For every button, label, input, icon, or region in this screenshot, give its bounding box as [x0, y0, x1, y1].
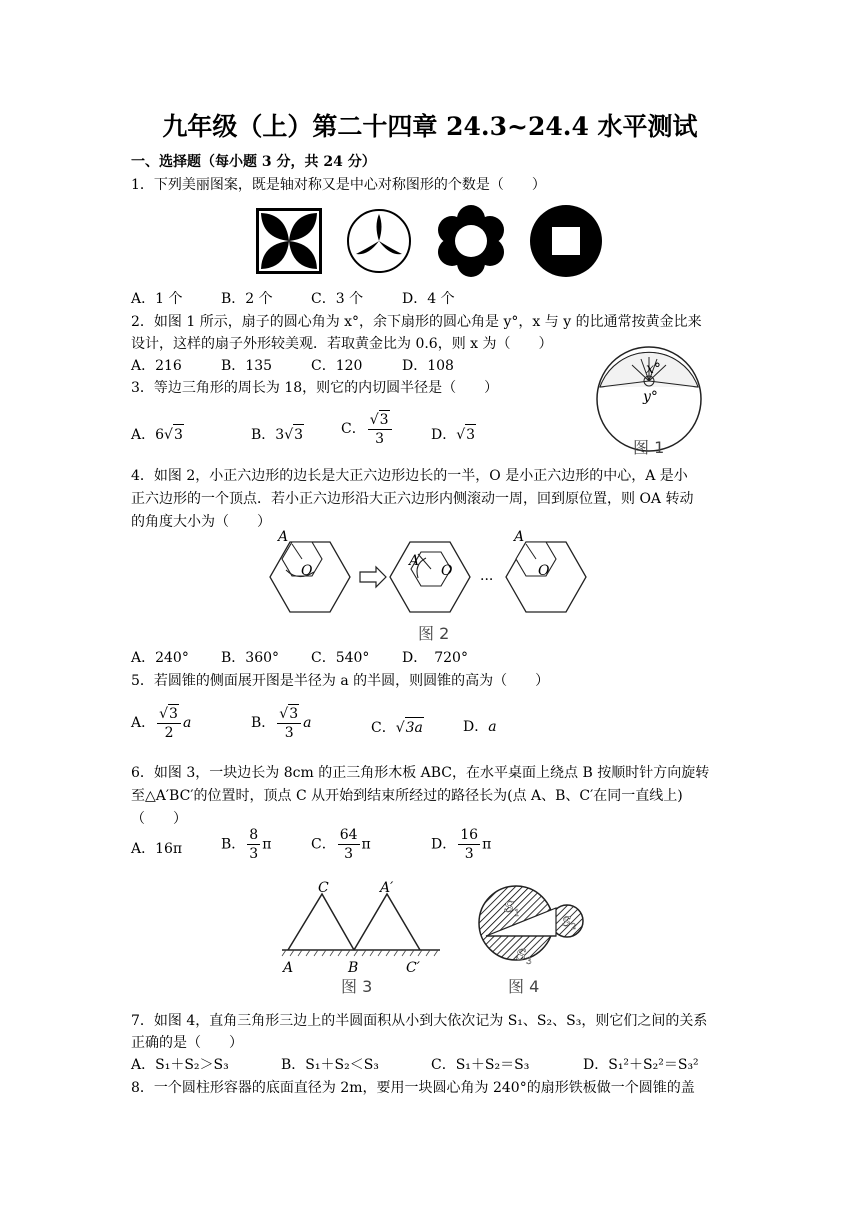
- q6-line-1: 6．如图 3，一块边长为 8cm 的正三角形木板 ABC，在水平桌面上绕点 B 按顺时针方向旋转: [131, 765, 710, 781]
- q6-option-d: [431, 826, 491, 863]
- q5-option-c: C．√3a: [371, 717, 424, 738]
- section-heading: 一、选择题（每小题 3 分，共 24 分）: [131, 154, 376, 170]
- fig3-point-c: C: [318, 880, 329, 896]
- figure-4-label: 图 4: [508, 977, 540, 996]
- q6-line-3: （ ）: [131, 811, 187, 827]
- fig3-point-b: B: [348, 960, 359, 976]
- q6-b-label: B．: [221, 836, 246, 853]
- q8-line-1: 8．一个圆柱形容器的底面直径为 2m，要用一块圆心角为 240°的扇形铁板做一个圆锥的盖: [131, 1080, 695, 1096]
- fig3-point-a-prime: A′: [380, 880, 394, 896]
- q3-d-label: D．: [431, 427, 457, 443]
- q7-option-a: A．S₁＋S₂＞S₃: [131, 1057, 229, 1073]
- q2-option-c: C．120: [311, 358, 363, 374]
- q5-a-label: A．: [131, 715, 156, 731]
- fig2-ellipsis: ···: [480, 572, 494, 588]
- q5-d-variable: a: [488, 719, 497, 735]
- figure-2-hexagons: [268, 529, 596, 622]
- figure-2-label: 图 2: [418, 624, 450, 643]
- q7-option-d: D．S₁²＋S₂²＝S₃²: [583, 1057, 699, 1073]
- fig2-point-o-1: O: [301, 563, 313, 579]
- q3-option-c: C． $\frac{√3}{3}$: [341, 410, 394, 448]
- fig3-point-a: A: [283, 960, 294, 976]
- q7-line-1: 7．如图 4，直角三角形三边上的半圆面积从小到大依次记为 S₁、S₂、S₃，则它们之间的关系: [131, 1013, 708, 1029]
- q5-option-d: [463, 717, 497, 737]
- q4-line-1: 4．如图 2，小正六边形的边长是大正六边形边长的一半，O 是小正六边形的中心，A 是小: [131, 468, 688, 484]
- q5-c-radicand: 3a: [405, 717, 424, 738]
- q1-option-a: A．1 个: [131, 291, 183, 307]
- q6-b-denominator: 3: [249, 846, 259, 862]
- fig3-point-c-prime: C′: [406, 960, 420, 976]
- q3-b-coef: 3: [275, 427, 285, 443]
- figure-3-triangles: [280, 878, 445, 978]
- q3-option-a: A．6√3: [131, 424, 184, 445]
- fig2-point-a-1: A: [278, 529, 289, 545]
- q6-c-label: C．: [311, 836, 336, 853]
- q5-a-denominator: 2: [164, 725, 174, 741]
- q5-option-a: A． $\frac{√3}{2}$ a: [131, 706, 192, 741]
- q3-c-label: C．: [341, 421, 366, 437]
- q2-option-a: A．216: [131, 358, 182, 374]
- q6-d-numerator: 16: [460, 827, 479, 843]
- q2-line-2: 设计，这样的扇子外形较美观．若取黄金比为 0.6，则 x 为（ ）: [131, 336, 553, 352]
- q6-d-pi: π: [482, 836, 492, 853]
- q5-a-numerator: 3: [169, 706, 178, 722]
- q2-option-b: B．135: [221, 358, 273, 374]
- q1-pattern-4: [529, 204, 603, 278]
- q2-line-1: 2．如图 1 所示，扇子的圆心角为 x°，余下扇形的圆心角是 y°，x 与 y 的比通常按黄金比来: [131, 314, 702, 330]
- q3-b-radicand: 3: [293, 424, 304, 445]
- q7-option-c: C．S₁＋S₂＝S₃: [431, 1057, 530, 1073]
- q3-option-d: D．√3: [431, 424, 476, 445]
- q7-option-b: B．S₁＋S₂＜S₃: [281, 1057, 379, 1073]
- figure-4-semicircles: [476, 876, 586, 980]
- q6-option-b: [221, 826, 271, 863]
- q5-b-numerator: 3: [289, 706, 299, 722]
- figure-1-label: 图 1: [633, 438, 665, 457]
- q2-option-d: D．108: [402, 358, 454, 374]
- q3-option-b: B．3√3: [251, 424, 304, 445]
- q3-stem: 3．等边三角形的周长为 18，则它的内切圆半径是（ ）: [131, 380, 499, 396]
- q5-c-label: C．: [371, 720, 396, 736]
- fig4-s1-letter: S: [504, 898, 515, 916]
- q6-b-pi: π: [262, 836, 272, 853]
- q5-b-variable: a: [303, 715, 312, 731]
- q5-b-denominator: 3: [284, 725, 294, 741]
- q1-option-c: C．3 个: [311, 291, 364, 307]
- q1-pattern-3: [435, 205, 507, 277]
- q4-line-3: 的角度大小为（ ）: [131, 514, 271, 530]
- q4-option-a: A．240°: [131, 650, 189, 666]
- q3-c-denominator: 3: [375, 431, 385, 447]
- fig2-point-o-3: O: [538, 563, 550, 579]
- q6-option-a: A．16π: [131, 841, 183, 857]
- q5-stem: 5．若圆锥的侧面展开图是半径为 a 的半圆，则圆锥的高为（ ）: [131, 673, 550, 689]
- figure-3-label: 图 3: [341, 977, 373, 996]
- q3-a-label: A．: [131, 427, 156, 443]
- q3-d-radicand: 3: [465, 424, 476, 445]
- fig1-y-label: y°: [643, 389, 658, 405]
- q4-option-d: D． 720°: [402, 650, 468, 666]
- fig4-s1-subscript: 1: [514, 909, 520, 919]
- q5-b-label: B．: [251, 715, 276, 731]
- fig1-x-label: x°: [646, 361, 661, 377]
- q4-option-b: B．360°: [221, 650, 280, 666]
- q1-option-b: B．2 个: [221, 291, 273, 307]
- fig4-s3-subscript: 3: [526, 957, 532, 967]
- q5-a-variable: a: [182, 715, 192, 731]
- q5-d-label: D．: [463, 719, 489, 735]
- q4-option-c: C．540°: [311, 650, 370, 666]
- q6-option-c: [311, 826, 371, 863]
- q1-option-d: D．4 个: [402, 291, 455, 307]
- q6-c-pi: π: [361, 836, 371, 853]
- q1-pattern-1: [256, 208, 322, 274]
- q6-c-denominator: 3: [344, 846, 354, 862]
- q6-b-numerator: 8: [249, 827, 259, 843]
- fig4-s2-subscript: 2: [571, 922, 577, 931]
- fig4-s3-letter: S: [516, 946, 527, 964]
- q6-c-numerator: 64: [339, 827, 358, 843]
- q7-line-2: 正确的是（ ）: [131, 1035, 243, 1051]
- fig2-point-a-3: A: [514, 529, 525, 545]
- q5-option-b: B． $\frac{√3}{3}$ a: [251, 706, 312, 741]
- q3-a-radicand: 3: [173, 424, 184, 445]
- q6-line-2: 至△A′BC′的位置时，顶点 C 从开始到结束所经过的路径长为(点 A、B、C′在同一直线上): [131, 788, 683, 804]
- q6-d-denominator: 3: [464, 846, 474, 862]
- page-title: 九年级（上）第二十四章 24.3~24.4 水平测试: [162, 112, 698, 141]
- q4-line-2: 正六边形的一个顶点．若小正六边形沿大正六边形内侧滚动一周，回到原位置，则 OA 转动: [131, 491, 694, 507]
- q3-b-label: B．: [251, 427, 276, 443]
- fig4-s2-letter: S: [562, 915, 571, 930]
- fig2-point-o-2: O: [441, 563, 453, 579]
- q3-c-numerator: 3: [379, 412, 389, 428]
- q3-a-coef: 6: [155, 427, 165, 443]
- q1-stem: 1．下列美丽图案，既是轴对称又是中心对称图形的个数是（ ）: [131, 177, 546, 193]
- q1-pattern-2: [346, 208, 412, 274]
- fig2-point-a-2: A: [409, 553, 420, 569]
- q6-d-label: D．: [431, 836, 457, 853]
